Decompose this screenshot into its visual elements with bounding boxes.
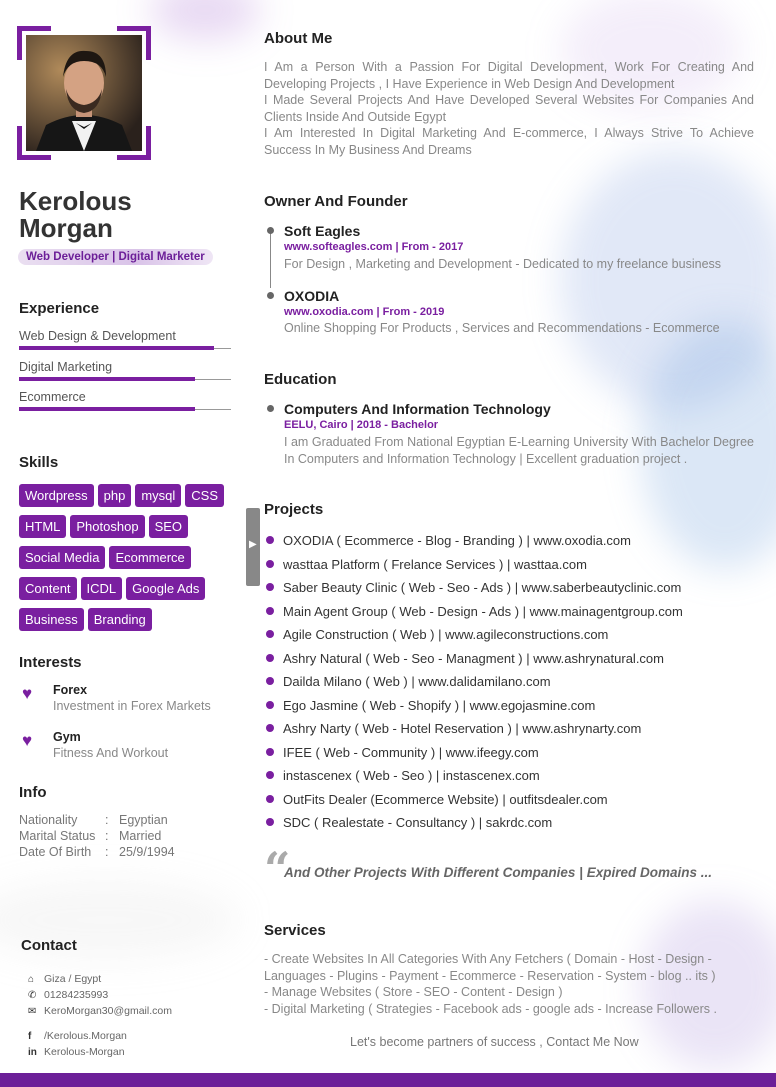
project-item: Saber Beauty Clinic ( Web - Seo - Ads ) | www.saberbeautyclinic.com: [266, 580, 681, 595]
degree-title: Computers And Information Technology: [284, 401, 551, 417]
company-desc: Online Shopping For Products , Services and Recommendations - Ecommerce: [284, 321, 720, 335]
about-text: I Am a Person With a Passion For Digital Development, Work For Creating And Developing Projects , I Have Experience in Web Design And Development I Made Several Projects And Have Developed Several Websites For Companies And Clients Inside And Outside Egypt I Am Interested In Digital Marketing And E-commerce, I Always Strive To Achieve Success In My Business And Dreams: [264, 60, 754, 157]
call-to-action: Let's become partners of success , Contact Me Now: [350, 1035, 639, 1049]
skill-tag: Content: [19, 577, 77, 600]
bullet-icon: [266, 536, 274, 544]
project-item: SDC ( Realestate - Consultancy ) | sakrdc.com: [266, 815, 552, 830]
experience-item: Digital Marketing: [19, 360, 231, 390]
experience-item: Ecommerce: [19, 390, 231, 420]
interest-item: ♥ Forex Investment in Forex Markets: [22, 683, 211, 713]
bullet-icon: [266, 795, 274, 803]
watercolor-splash: [150, 0, 260, 40]
heart-icon: ♥: [22, 731, 33, 750]
skill-tag: Branding: [88, 608, 152, 631]
experience-bar: [19, 377, 195, 381]
full-name: [19, 188, 132, 242]
bullet-icon: [266, 771, 274, 779]
timeline-dot: [267, 292, 274, 299]
project-item: Main Agent Group ( Web - Design - Ads ) | www.mainagentgroup.com: [266, 604, 683, 619]
interest-item: ♥ Gym Fitness And Workout: [22, 730, 169, 760]
info-heading: Info: [19, 784, 47, 801]
company-link[interactable]: www.oxodia.com | From - 2019: [284, 306, 445, 318]
skill-tag: Social Media: [19, 546, 105, 569]
quote-icon: “: [264, 842, 291, 896]
watercolor-splash: [560, 150, 776, 410]
education-desc: I am Graduated From National Egyptian E-Learning University With Bachelor Degree In Computers and Information Technology | Excellent graduation project .: [284, 435, 754, 466]
education-heading: Education: [264, 371, 337, 388]
contact-location: ⌂ Giza / Egypt: [28, 973, 102, 985]
project-item: IFEE ( Web - Community ) | www.ifeegy.com: [266, 745, 539, 760]
services-text: - Create Websites In All Categories With Any Fetchers ( Domain - Host - Design - Languages - Plugins - Payment - Ecommerce - Reservation - System - blog .. its ) - Manage Websites ( Store - SEO - Content - Design ) - Digital Marketing ( Strategies - Facebook ads - google ads - Increase Followers .: [264, 952, 717, 1016]
timeline-dot: [267, 227, 274, 234]
role-badge: Web Developer | Digital Marketer: [18, 249, 213, 265]
skill-tag: mysql: [135, 484, 181, 507]
footer-bar: [0, 1073, 776, 1087]
services-heading: Services: [264, 922, 326, 939]
company-desc: For Design , Marketing and Development - Dedicated to my freelance business: [284, 257, 722, 271]
skills-list: [19, 484, 244, 639]
experience-bar: [19, 346, 214, 350]
projects-heading: Projects: [264, 501, 324, 518]
bullet-icon: [266, 607, 274, 615]
timeline-line: [270, 232, 271, 288]
skill-tag: Google Ads: [126, 577, 205, 600]
timeline-dot: [267, 405, 274, 412]
skill-tag: php: [98, 484, 132, 507]
skill-tag: ICDL: [81, 577, 123, 600]
bullet-icon: [266, 818, 274, 826]
experience-bar: [19, 407, 195, 411]
profile-photo: [26, 35, 142, 151]
bullet-icon: [266, 701, 274, 709]
bullet-icon: [266, 748, 274, 756]
info-row: Marital Status : Married: [19, 829, 162, 843]
facebook-icon: f: [28, 1031, 32, 1042]
mail-icon: ✉: [28, 1006, 37, 1017]
project-item: instascenex ( Web - Seo ) | instascenex.com: [266, 768, 540, 783]
project-item: OutFits Dealer (Ecommerce Website) | outfitsdealer.com: [266, 792, 608, 807]
first-name: Kerolous: [19, 186, 132, 216]
contact-linkedin[interactable]: in Kerolous-Morgan: [28, 1046, 125, 1058]
heart-icon: ♥: [22, 684, 33, 703]
contact-email[interactable]: ✉ KeroMorgan30@gmail.com: [28, 1005, 172, 1017]
last-name: Morgan: [19, 213, 113, 243]
contact-phone[interactable]: ✆ 01284235993: [28, 989, 109, 1001]
project-item: Agile Construction ( Web ) | www.agileconstructions.com: [266, 627, 608, 642]
bullet-icon: [266, 560, 274, 568]
company-title: OXODIA: [284, 288, 340, 304]
owner-heading: Owner And Founder: [264, 193, 408, 210]
bullet-icon: [266, 654, 274, 662]
bullet-icon: [266, 677, 274, 685]
info-row: Nationality : Egyptian: [19, 813, 168, 827]
skill-tag: Business: [19, 608, 84, 631]
company-link[interactable]: www.softeagles.com | From - 2017: [284, 241, 464, 253]
contact-facebook[interactable]: f /Kerolous.Morgan: [28, 1030, 127, 1042]
project-item: OXODIA ( Ecommerce - Blog - Branding ) | www.oxodia.com: [266, 533, 631, 548]
home-icon: ⌂: [28, 974, 35, 985]
skills-heading: Skills: [19, 454, 59, 471]
skill-tag: Wordpress: [19, 484, 94, 507]
chevron-right-icon: ▶: [249, 539, 257, 550]
experience-item: Web Design & Development: [19, 329, 231, 359]
project-item: Ashry Natural ( Web - Seo - Managment ) | www.ashrynatural.com: [266, 651, 664, 666]
linkedin-icon: in: [28, 1047, 37, 1058]
project-item: wasttaa Platform ( Frelance Services ) | wasttaa.com: [266, 557, 587, 572]
interests-heading: Interests: [19, 654, 82, 671]
skill-tag: Photoshop: [70, 515, 144, 538]
project-item: Ashry Narty ( Web - Hotel Reservation ) | www.ashrynarty.com: [266, 721, 641, 736]
bullet-icon: [266, 583, 274, 591]
project-item: Dailda Milano ( Web ) | www.dalidamilano.com: [266, 674, 551, 689]
skill-tag: SEO: [149, 515, 188, 538]
phone-icon: ✆: [28, 990, 37, 1001]
skill-tag: Ecommerce: [109, 546, 190, 569]
project-item: Ego Jasmine ( Web - Shopify ) | www.egojasmine.com: [266, 698, 595, 713]
skill-tag: HTML: [19, 515, 66, 538]
side-panel-toggle[interactable]: [246, 508, 260, 586]
contact-heading: Contact: [21, 937, 77, 954]
company-title: Soft Eagles: [284, 223, 361, 239]
bullet-icon: [266, 630, 274, 638]
profile-photo-frame: [17, 26, 151, 160]
bullet-icon: [266, 724, 274, 732]
experience-heading: Experience: [19, 300, 100, 317]
info-row: Date Of Birth : 25/9/1994: [19, 845, 175, 859]
degree-sub: EELU, Cairo | 2018 - Bachelor: [284, 419, 439, 431]
projects-note: And Other Projects With Different Companies | Expired Domains ...: [284, 865, 712, 880]
skill-tag: CSS: [185, 484, 224, 507]
about-heading: About Me: [264, 30, 333, 47]
